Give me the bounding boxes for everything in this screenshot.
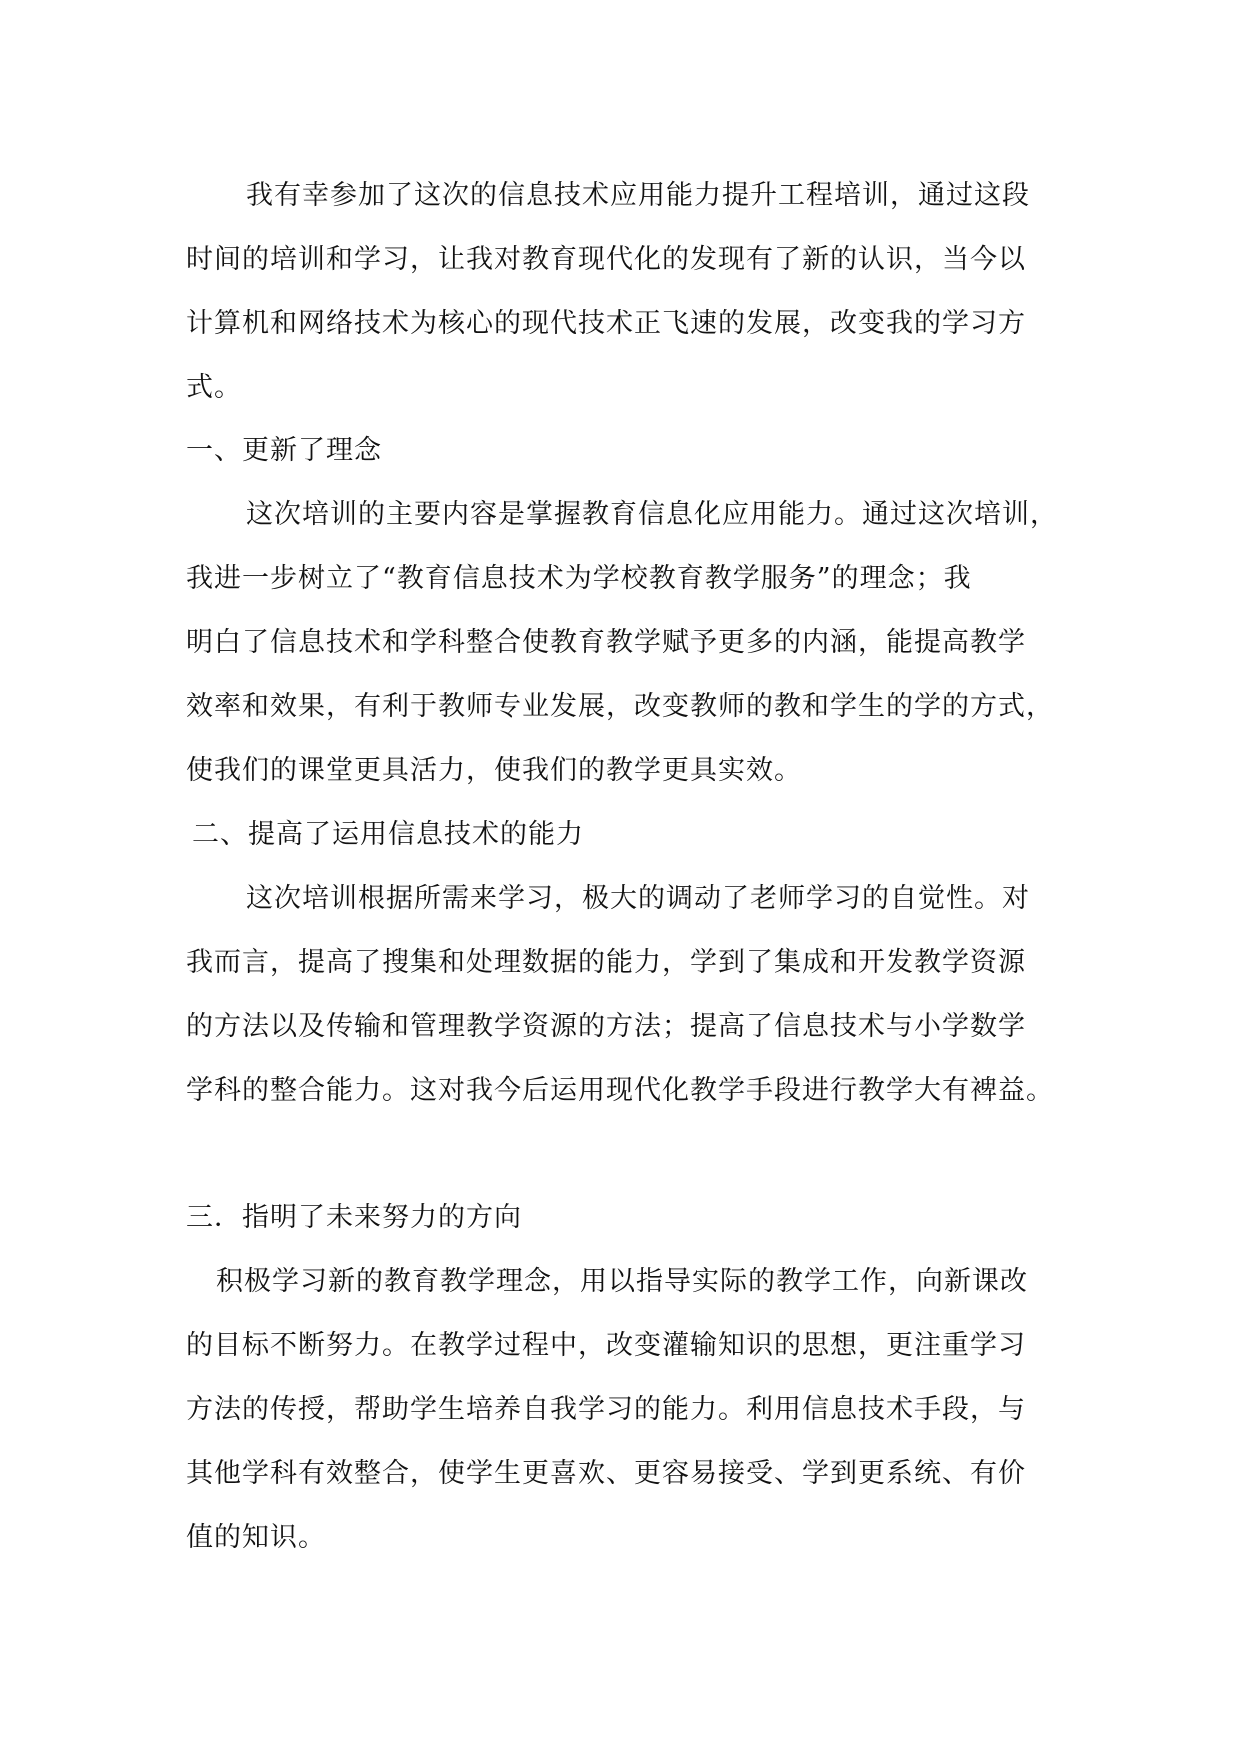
- section3-paragraph-line-4: 其他学科有效整合，使学生更喜欢、更容易接受、学到更系统、有价: [186, 1458, 1026, 1489]
- section1-paragraph-line-2: 我进一步树立了“教育信息技术为学校教育教学服务”的理念；我: [186, 563, 972, 594]
- section-heading-1: 一、更新了理念: [186, 435, 382, 466]
- section-heading-2: 二、提高了运用信息技术的能力: [192, 819, 584, 850]
- section3-paragraph-line-2: 的目标不断努力。在教学过程中，改变灌输知识的思想，更注重学习: [186, 1330, 1026, 1361]
- section1-paragraph-line-3: 明白了信息技术和学科整合使教育教学赋予更多的内涵，能提高教学: [186, 627, 1026, 658]
- section3-paragraph-line-1: 积极学习新的教育教学理念，用以指导实际的教学工作，向新课改: [216, 1266, 1028, 1297]
- section2-paragraph-line-3: 的方法以及传输和管理教学资源的方法；提高了信息技术与小学数学: [186, 1011, 1026, 1042]
- section-heading-3: 三．指明了未来努力的方向: [186, 1202, 522, 1233]
- section3-paragraph-line-3: 方法的传授，帮助学生培养自我学习的能力。利用信息技术手段，与: [186, 1394, 1026, 1425]
- section2-paragraph-line-1: 这次培训根据所需来学习，极大的调动了老师学习的自觉性。对: [246, 883, 1030, 914]
- section1-paragraph-line-1: 这次培训的主要内容是掌握教育信息化应用能力。通过这次培训，: [246, 499, 1058, 530]
- section1-paragraph-line-4: 效率和效果，有利于教师专业发展，改变教师的教和学生的学的方式，: [186, 691, 1054, 722]
- intro-paragraph-line-3: 计算机和网络技术为核心的现代技术正飞速的发展，改变我的学习方: [186, 308, 1026, 339]
- section2-paragraph-line-4: 学科的整合能力。这对我今后运用现代化教学手段进行教学大有裨益。: [186, 1075, 1054, 1106]
- section2-paragraph-line-2: 我而言，提高了搜集和处理数据的能力，学到了集成和开发教学资源: [186, 947, 1026, 978]
- section3-paragraph-line-5: 值的知识。: [186, 1522, 326, 1553]
- intro-paragraph-line-1: 我有幸参加了这次的信息技术应用能力提升工程培训，通过这段: [246, 180, 1030, 211]
- intro-paragraph-line-4: 式。: [186, 372, 242, 403]
- section1-paragraph-line-5: 使我们的课堂更具活力，使我们的教学更具实效。: [186, 755, 802, 786]
- intro-paragraph-line-2: 时间的培训和学习，让我对教育现代化的发现有了新的认识，当今以: [186, 244, 1026, 275]
